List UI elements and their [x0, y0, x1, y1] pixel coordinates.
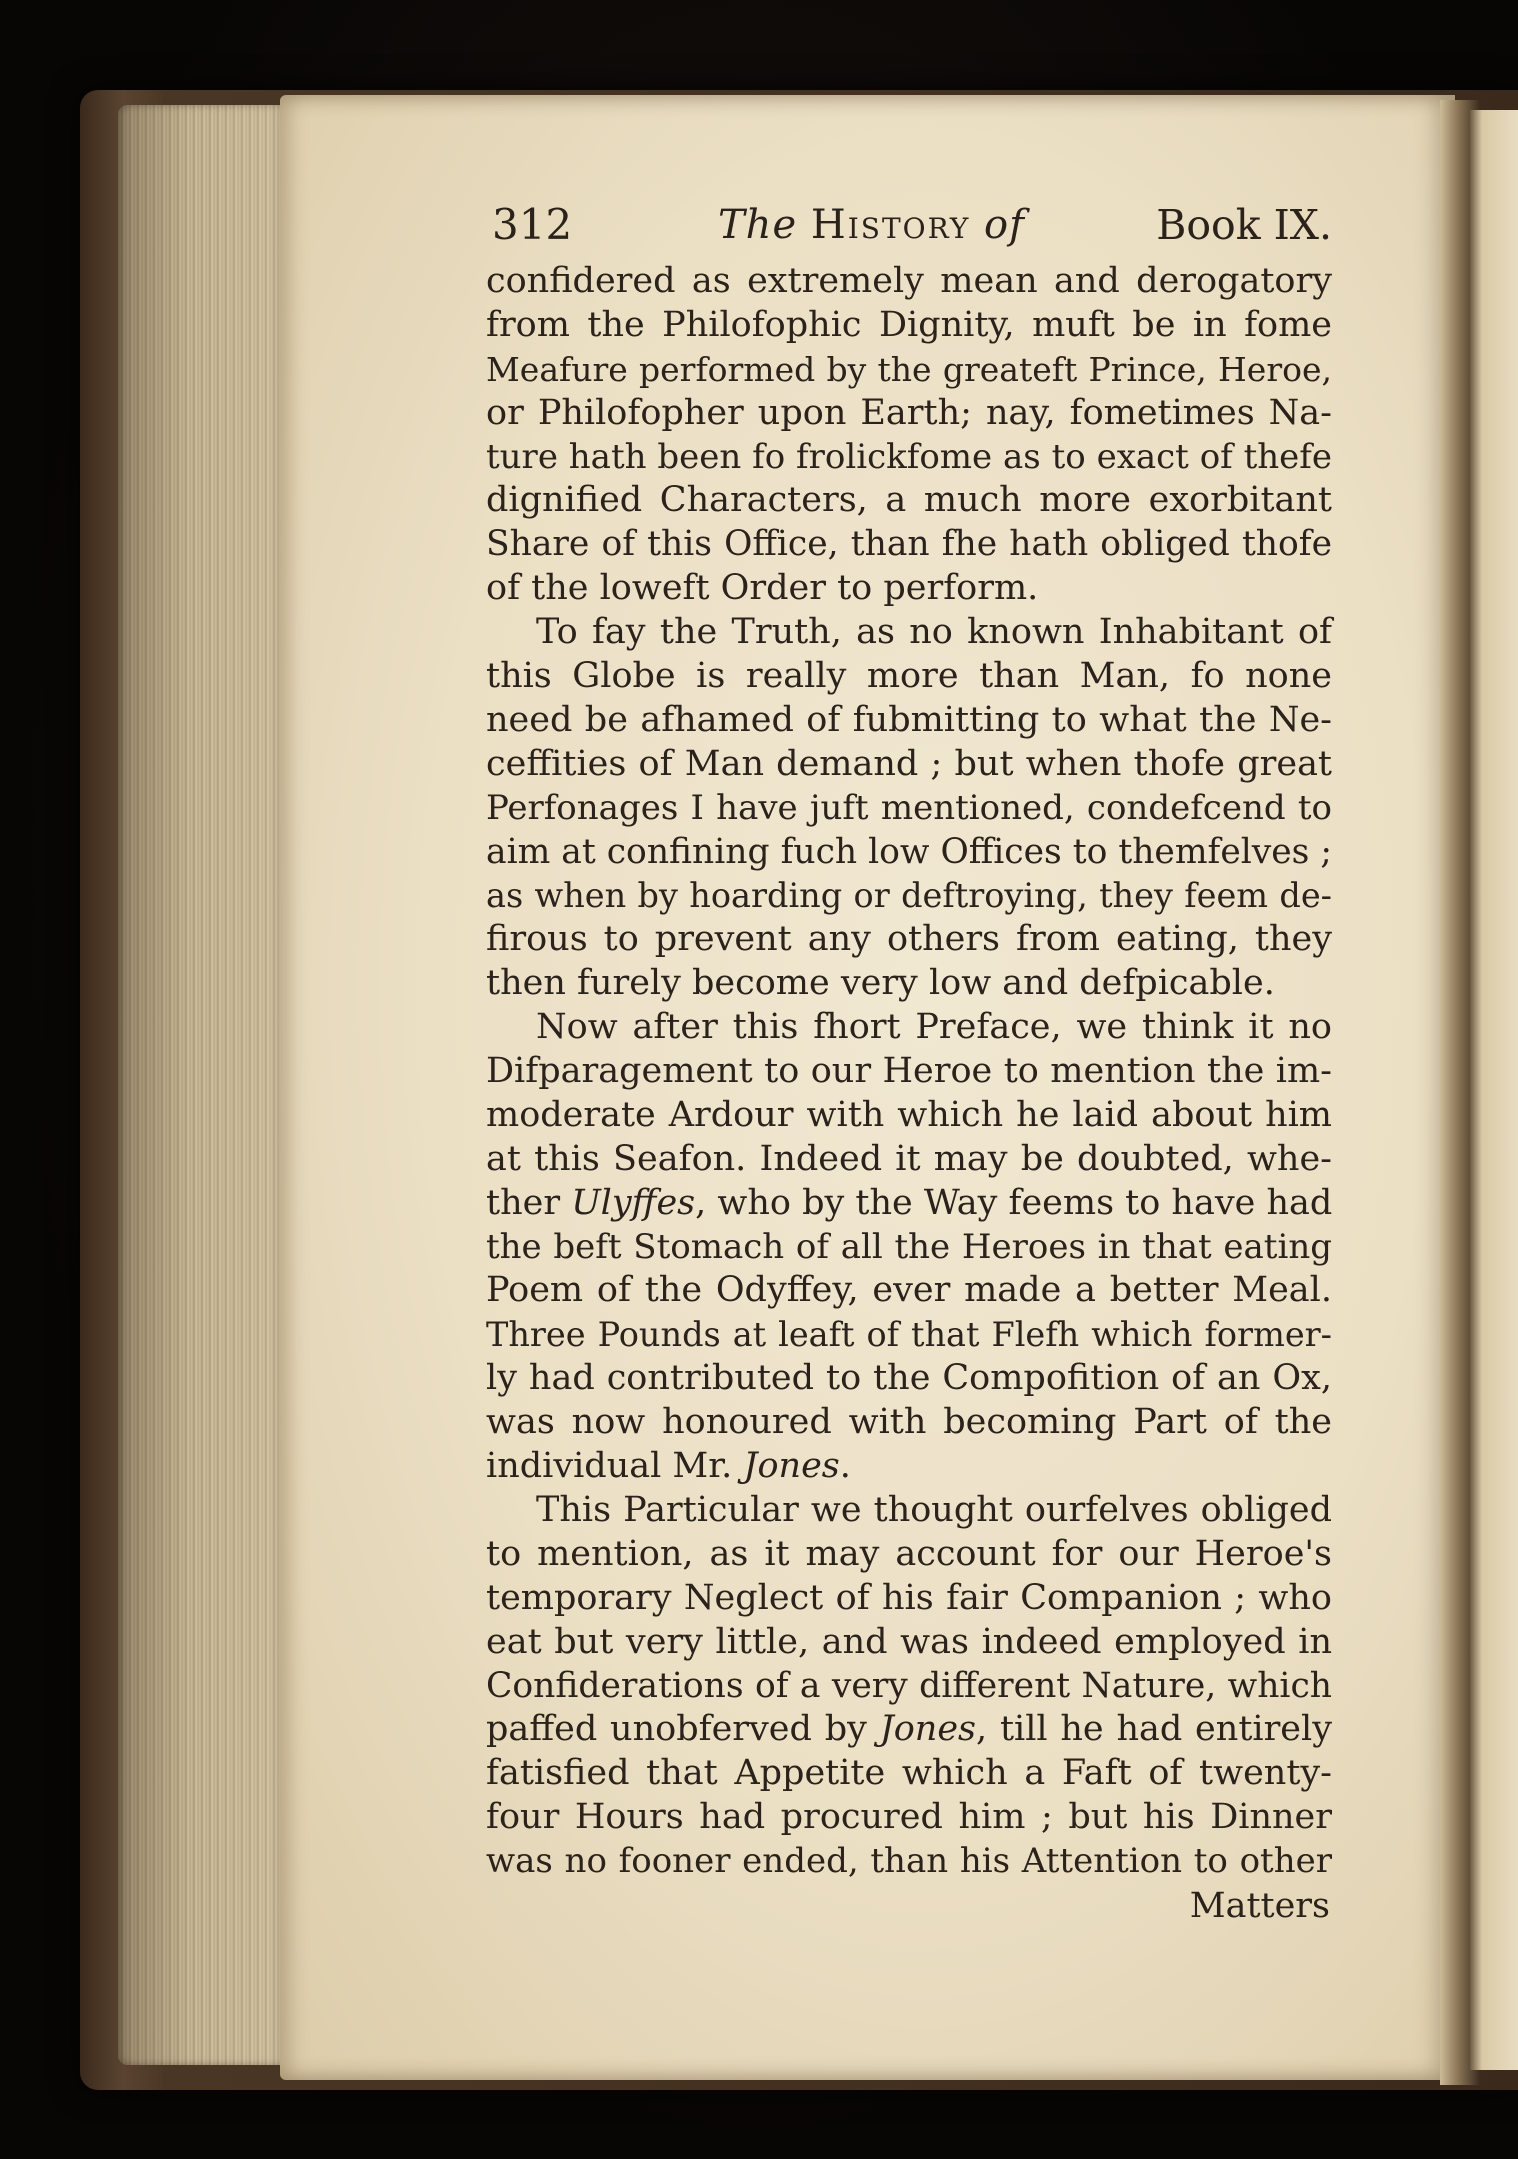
italic-name: Jones [743, 1446, 840, 1487]
text-line: paffed unobferved by Jones, till he had entirely [486, 1709, 1332, 1750]
text-line: Difparagement to our Heroe to mention the im- [486, 1051, 1332, 1092]
text-line: moderate Ardour with which he laid about him [486, 1094, 1332, 1135]
text-line: was no fooner ended, than his Attention to other [486, 1841, 1332, 1882]
paragraph-2 [486, 611, 1332, 1006]
running-title-post: of [984, 202, 1025, 248]
running-title [718, 190, 1025, 260]
text-line: then furely become very low and defpicable. [486, 963, 1275, 1004]
page-text-block [486, 190, 1332, 1928]
text-line: the beft Stomach of all the Heroes in that eating [486, 1226, 1332, 1267]
text-line: temporary Neglect of his fair Companion ; who [486, 1577, 1332, 1618]
italic-name: Jones [879, 1709, 977, 1750]
facing-page-edge [1470, 110, 1518, 2070]
text-line: dignified Characters, a much more exorbitant [486, 480, 1332, 521]
text-line: Poem of the Odyffey, ever made a better Meal. [486, 1270, 1332, 1311]
running-title-pre: The [718, 202, 798, 248]
text-line: was now honoured with becoming Part of the [486, 1402, 1332, 1443]
text-line: or Philofopher upon Earth; nay, fometimes Na- [486, 392, 1332, 433]
running-title-main: History [810, 202, 971, 248]
text-line: eat but very little, and was indeed employed in [486, 1621, 1332, 1662]
page-edges-shading [118, 105, 298, 2065]
page-number: 312 [492, 200, 573, 249]
text-line: ture hath been fo frolickfome as to exact of thefe [486, 436, 1332, 477]
paragraph-1 [486, 260, 1332, 611]
text-line: four Hours had procured him ; but his Dinner [486, 1797, 1332, 1838]
text-line: Share of this Office, than fhe hath obliged thofe [486, 524, 1332, 565]
text-line: aim at confining fuch low Offices to themfelves ; [486, 831, 1332, 872]
catchword: Matters [1189, 1885, 1330, 1926]
text-line: need be afhamed of fubmitting to what the Ne- [486, 699, 1332, 740]
text-line: of the loweft Order to perform. [486, 568, 1039, 609]
text-line: individual Mr. Jones. [486, 1446, 851, 1487]
text-line: Confiderations of a very different Nature, which [486, 1665, 1332, 1706]
text-line: as when by hoarding or deftroying, they feem de- [486, 876, 1332, 916]
text-line: to mention, as it may account for our Heroe's [486, 1533, 1332, 1574]
paragraph-4 [486, 1489, 1332, 1884]
text-line: This Particular we thought ourfelves obliged [536, 1489, 1332, 1530]
text-line: from the Philofophic Dignity, muft be in fome [486, 304, 1332, 345]
text-line: Perfonages I have juft mentioned, condefcend to [486, 787, 1332, 828]
text-line: fatisfied that Appetite which a Faft of twenty- [486, 1753, 1332, 1794]
text-line: Three Pounds at leaft of that Flefh which former- [486, 1315, 1332, 1355]
text-line: confidered as extremely mean and derogatory [486, 261, 1332, 301]
text-line: ceffities of Man demand ; but when thofe great [486, 743, 1332, 784]
text-line: Now after this fhort Preface, we think it no [536, 1007, 1332, 1048]
text-line: this Globe is really more than Man, fo none [486, 656, 1332, 697]
italic-name: Ulyffes [571, 1182, 696, 1223]
text-line: firous to prevent any others from eating, they [486, 919, 1332, 960]
text-line: at this Seafon. Indeed it may be doubted, whe- [486, 1138, 1332, 1179]
paragraph-3 [486, 1006, 1332, 1489]
text-line: Meafure performed by the greateft Prince, Heroe, [486, 349, 1332, 389]
running-header [486, 190, 1332, 260]
book-label: Book IX. [1156, 201, 1332, 249]
text-line: ther Ulyffes, who by the Way feems to have had [486, 1182, 1333, 1223]
text-line: To fay the Truth, as no known Inhabitant of [536, 612, 1332, 653]
text-line: ly had contributed to the Compofition of an Ox, [486, 1358, 1332, 1399]
